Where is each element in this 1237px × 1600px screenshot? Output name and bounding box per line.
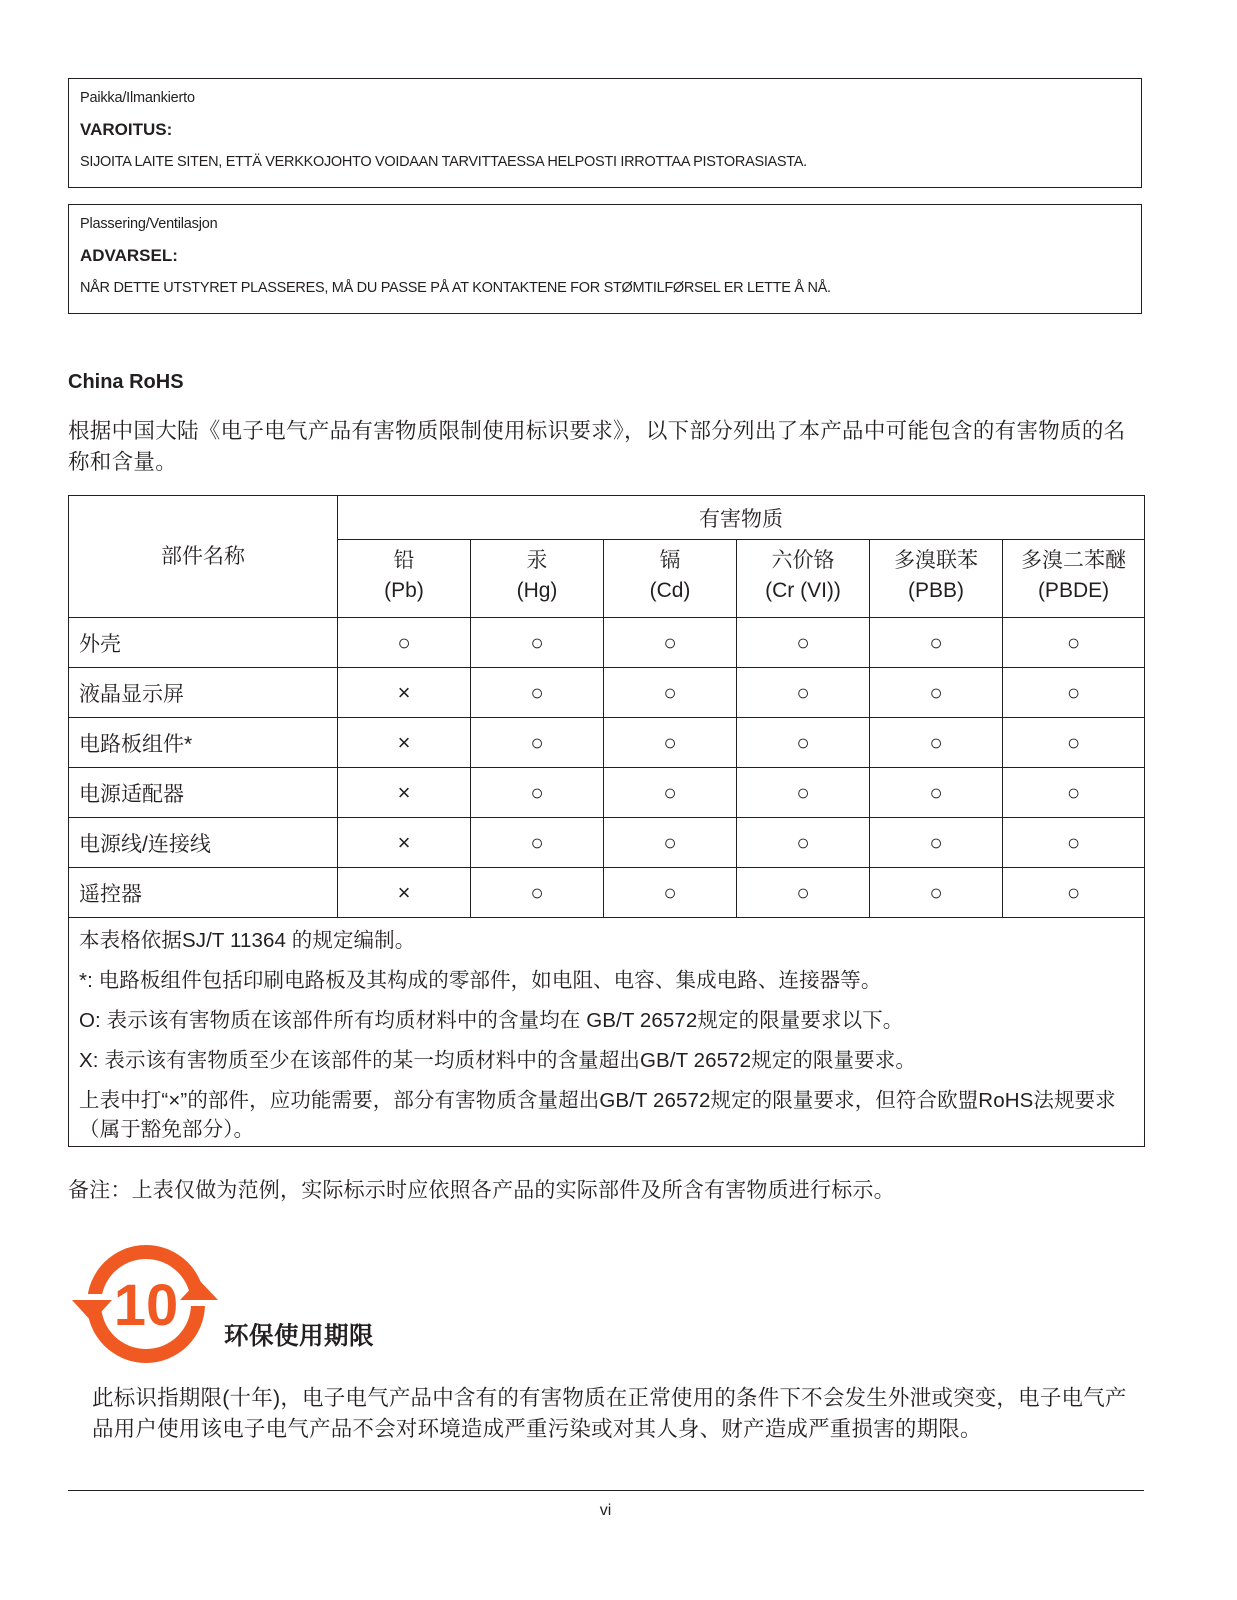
substance-mark-cell: ○ [471,818,604,868]
substance-mark-cell: ○ [604,768,737,818]
table-note: 上表中打“×”的部件，应功能需要，部分有害物质含量超出GB/T 26572规定的限量要求，但符合欧盟RoHS法规要求（属于豁免部分）。 [79,1089,1116,1141]
substance-symbol: (PBB) [907,579,964,602]
substance-name: 六价铬 [771,549,835,572]
substance-header [1003,540,1145,618]
substance-name: 多溴联苯 [894,549,978,572]
part-name-cell: 遥控器 [69,868,338,918]
table-row [69,718,1145,768]
substance-symbol: (Cr (VI)) [765,579,841,602]
substance-mark-cell: ○ [1003,768,1145,818]
substance-mark-cell: ○ [471,668,604,718]
substance-mark-cell: ○ [870,868,1003,918]
substance-name: 铅 [393,549,415,572]
table-notes-cell [69,918,1145,1147]
substance-mark-cell: × [338,668,471,718]
remark-note: 备注：上表仅做为范例，实际标示时应依照各产品的实际部件及所含有害物质进行标示。 [68,1179,895,1202]
epup-title: 环保使用期限 [224,1323,374,1350]
section-title: China RoHS [68,371,184,393]
table-notes-row [69,918,1145,1147]
substance-header [870,540,1003,618]
logo-number: 10 [113,1273,179,1338]
warning-location: Plassering/Ventilasjon [80,216,218,232]
part-name-cell: 电路板组件* [69,718,338,768]
substance-mark-cell: ○ [471,618,604,668]
epup-description: 此标识指期限(十年)，电子电气产品中含有的有害物质在正常使用的条件下不会发生外泄或突变，电子电气产品用户使用该电子电气产品不会对环境造成严重污染或对其人身、财产造成严重损害的期限。 [92,1386,1127,1441]
table-row [69,668,1145,718]
substance-mark-cell: ○ [604,868,737,918]
warning-location: Paikka/Ilmankierto [80,90,195,106]
substance-header [338,540,471,618]
substance-mark-cell: ○ [604,668,737,718]
substance-symbol: (Cd) [649,579,691,602]
substance-header [737,540,870,618]
table-note: O: 表示该有害物质在该部件所有均质材料中的含量均在 GB/T 26572规定的限量要求以下。 [79,1009,904,1032]
substance-mark-cell: ○ [737,768,870,818]
substance-name: 镉 [659,549,681,572]
substance-mark-cell: × [338,718,471,768]
part-name-cell: 电源适配器 [69,768,338,818]
substance-header [604,540,737,618]
substance-symbol: (Pb) [384,579,424,602]
substance-mark-cell: ○ [1003,668,1145,718]
table-row [69,868,1145,918]
substance-mark-cell: ○ [471,768,604,818]
page-number: vi [599,1502,612,1519]
warning-heading: VAROITUS: [80,120,173,139]
table-row [69,818,1145,868]
substance-symbol: (Hg) [516,579,558,602]
table-row [69,618,1145,668]
epup-10-year-logo [72,1238,218,1374]
substance-group-header: 有害物质 [338,496,1145,540]
substance-mark-cell: ○ [737,868,870,918]
substance-mark-cell: ○ [338,618,471,668]
substance-mark-cell: ○ [1003,618,1145,668]
part-name-cell: 电源线/连接线 [69,818,338,868]
substance-mark-cell: ○ [737,818,870,868]
substance-mark-cell: ○ [1003,868,1145,918]
table-note: X: 表示该有害物质至少在该部件的某一均质材料中的含量超出GB/T 26572规定的限量要求。 [79,1049,916,1072]
warning-message: SIJOITA LAITE SITEN, ETTÄ VERKKOJOHTO VOIDAAN TARVITTAESSA HELPOSTI IRROTTAA PISTORASIASTA. [80,154,807,170]
substance-mark-cell: ○ [870,818,1003,868]
substance-name: 多溴二苯醚 [1021,549,1127,572]
part-name-cell: 液晶显示屏 [69,668,338,718]
substance-mark-cell: ○ [604,818,737,868]
substance-mark-cell: ○ [737,618,870,668]
substance-mark-cell: × [338,768,471,818]
substance-mark-cell: ○ [870,618,1003,668]
substance-mark-cell: ○ [870,768,1003,818]
substance-mark-cell: × [338,818,471,868]
warning-box-norwegian [68,204,1142,314]
warning-heading: ADVARSEL: [80,246,178,265]
substance-name: 汞 [526,549,548,572]
substance-mark-cell: × [338,868,471,918]
substance-mark-cell: ○ [471,718,604,768]
substance-mark-cell: ○ [1003,718,1145,768]
substance-header [471,540,604,618]
substance-mark-cell: ○ [1003,818,1145,868]
substance-mark-cell: ○ [737,668,870,718]
substance-mark-cell: ○ [471,868,604,918]
substance-symbol: (PBDE) [1037,579,1110,602]
substance-mark-cell: ○ [870,668,1003,718]
part-name-header: 部件名称 [69,496,338,618]
warning-box-finnish [68,78,1142,188]
section-intro: 根据中国大陆《电子电气产品有害物质限制使用标识要求》，以下部分列出了本产品中可能包含的有害物质的名称和含量。 [68,419,1126,474]
substance-mark-cell: ○ [604,618,737,668]
substance-mark-cell: ○ [604,718,737,768]
substance-mark-cell: ○ [737,718,870,768]
table-note: *: 电路板组件包括印刷电路板及其构成的零部件，如电阻、电容、集成电路、连接器等。 [79,969,882,992]
part-name-cell: 外壳 [69,618,338,668]
table-note: 本表格依据SJ/T 11364 的规定编制。 [79,929,416,952]
hazardous-substance-table [68,495,1145,1147]
table-row [69,768,1145,818]
substance-mark-cell: ○ [870,718,1003,768]
warning-message: NÅR DETTE UTSTYRET PLASSERES, MÅ DU PASSE PÅ AT KONTAKTENE FOR STØMTILFØRSEL ER LETTE Å NÅ. [80,280,831,296]
footer-divider [68,1490,1144,1491]
